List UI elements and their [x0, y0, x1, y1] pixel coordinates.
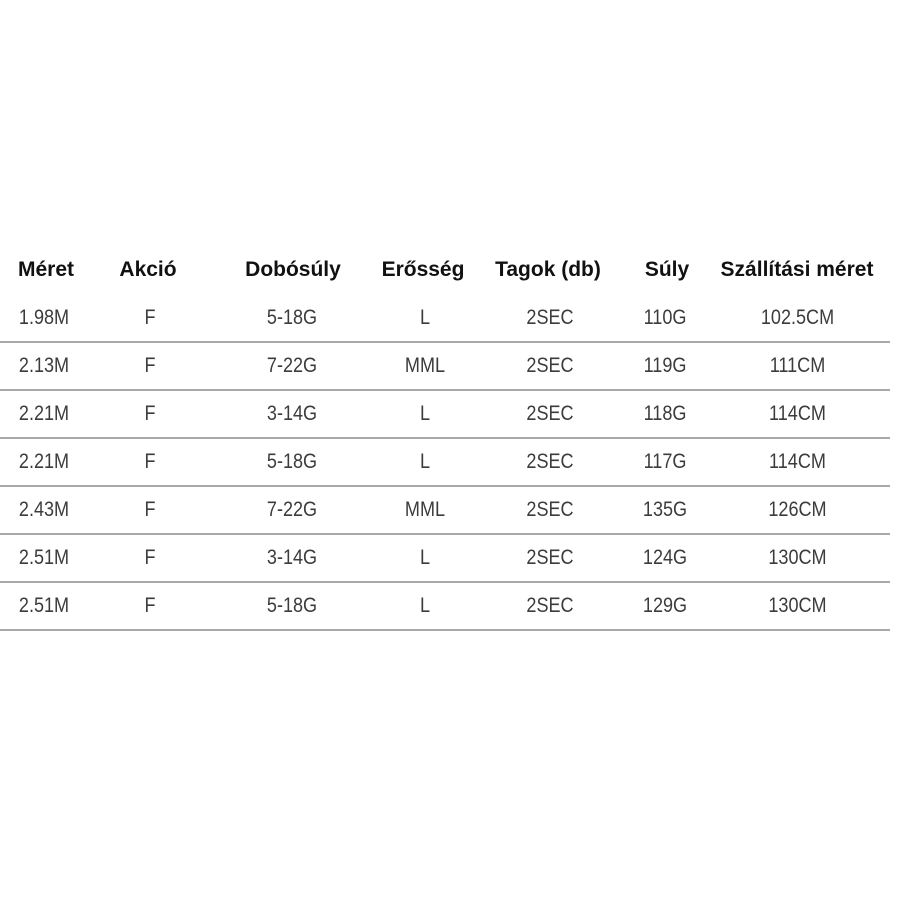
cell-meret: 1.98M — [18, 306, 70, 329]
cell-akcio: F — [144, 354, 156, 377]
column-header-meret: Méret — [17, 258, 75, 281]
cell-erosseg: L — [419, 402, 431, 425]
table-row — [0, 583, 890, 631]
column-header-suly: Súly — [644, 258, 690, 281]
cell-erosseg: L — [419, 594, 431, 617]
cell-szallitasi-meret: 102.5CM — [760, 306, 835, 329]
column-header-akcio: Akció — [119, 258, 177, 281]
cell-erosseg: L — [419, 546, 431, 569]
cell-szallitasi-meret: 114CM — [769, 402, 826, 425]
column-header-szallitasi-meret: Szállítási méret — [720, 258, 874, 281]
table-row — [0, 487, 890, 535]
cell-dobosuly: 7-22G — [266, 498, 318, 521]
cell-akcio: F — [144, 306, 156, 329]
cell-szallitasi-meret: 126CM — [768, 498, 827, 521]
cell-tagok: 2SEC — [526, 450, 574, 473]
spec-table — [0, 245, 890, 631]
cell-suly: 129G — [642, 594, 688, 617]
column-header-erosseg: Erősség — [381, 258, 465, 281]
cell-tagok: 2SEC — [526, 402, 574, 425]
cell-meret: 2.21M — [18, 450, 70, 473]
table-header-row — [0, 245, 890, 295]
cell-akcio: F — [144, 594, 156, 617]
cell-tagok: 2SEC — [526, 306, 574, 329]
cell-suly: 110G — [643, 306, 687, 329]
cell-akcio: F — [144, 450, 156, 473]
cell-szallitasi-meret: 114CM — [769, 450, 826, 473]
column-header-dobosuly: Dobósúly — [245, 258, 341, 281]
cell-tagok: 2SEC — [526, 354, 574, 377]
table-row — [0, 391, 890, 439]
cell-dobosuly: 5-18G — [266, 450, 318, 473]
cell-meret: 2.51M — [18, 546, 70, 569]
cell-suly: 119G — [643, 354, 687, 377]
table-row — [0, 535, 890, 583]
cell-szallitasi-meret: 130CM — [768, 546, 827, 569]
table-row — [0, 343, 890, 391]
cell-akcio: F — [144, 498, 156, 521]
cell-szallitasi-meret: 130CM — [768, 594, 827, 617]
cell-dobosuly: 5-18G — [266, 594, 318, 617]
table-row — [0, 439, 890, 487]
cell-erosseg: L — [419, 306, 431, 329]
cell-akcio: F — [144, 402, 156, 425]
cell-tagok: 2SEC — [526, 546, 574, 569]
cell-akcio: F — [144, 546, 156, 569]
cell-dobosuly: 7-22G — [266, 354, 318, 377]
cell-dobosuly: 3-14G — [266, 402, 318, 425]
cell-tagok: 2SEC — [526, 498, 574, 521]
cell-szallitasi-meret: 111CM — [769, 354, 826, 377]
cell-meret: 2.13M — [18, 354, 70, 377]
cell-erosseg: L — [419, 450, 431, 473]
cell-meret: 2.43M — [18, 498, 70, 521]
column-header-tagok: Tagok (db) — [495, 258, 601, 281]
cell-meret: 2.21M — [18, 402, 70, 425]
cell-erosseg: MML — [404, 354, 446, 377]
cell-dobosuly: 5-18G — [266, 306, 318, 329]
cell-erosseg: MML — [404, 498, 446, 521]
table-row — [0, 295, 890, 343]
cell-meret: 2.51M — [18, 594, 70, 617]
cell-suly: 124G — [642, 546, 688, 569]
cell-suly: 117G — [643, 450, 687, 473]
cell-tagok: 2SEC — [526, 594, 574, 617]
cell-suly: 118G — [643, 402, 687, 425]
cell-dobosuly: 3-14G — [266, 546, 318, 569]
cell-suly: 135G — [642, 498, 688, 521]
